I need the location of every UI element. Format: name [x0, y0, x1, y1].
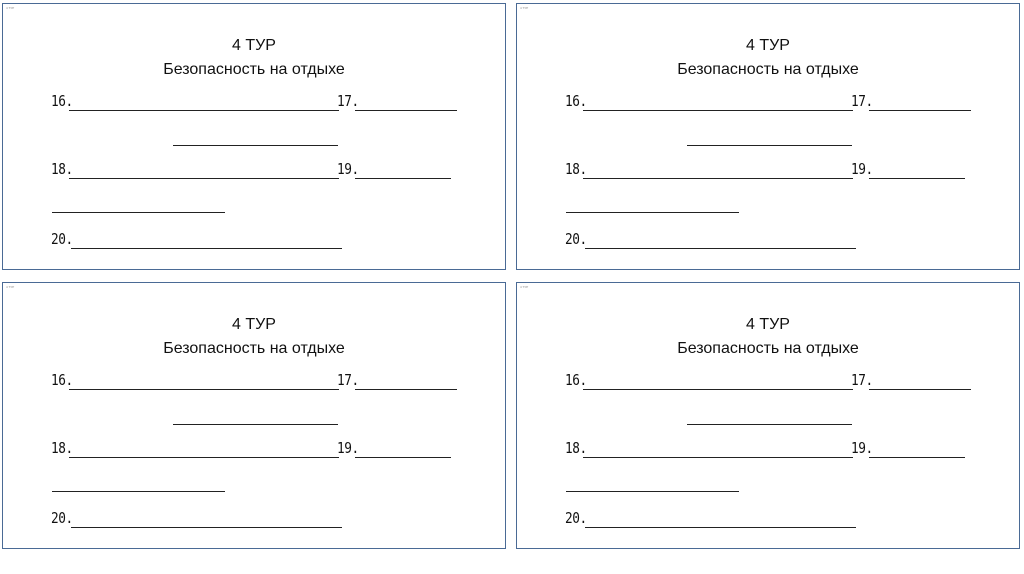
- answer-line-16[interactable]: [69, 110, 339, 111]
- answer-line-19[interactable]: [869, 457, 965, 458]
- answer-number-16: 16.: [51, 371, 73, 389]
- answer-line-16[interactable]: [583, 389, 853, 390]
- answer-line-20[interactable]: [585, 527, 856, 528]
- answer-line-19[interactable]: [355, 178, 451, 179]
- answer-line-18[interactable]: [69, 178, 339, 179]
- answer-line-20[interactable]: [71, 248, 342, 249]
- card-corner-label: 4 ТУР: [520, 285, 529, 289]
- answer-number-20: 20.: [565, 509, 587, 527]
- answer-line-17-continued[interactable]: [687, 424, 852, 425]
- answer-line-17-continued[interactable]: [173, 145, 338, 146]
- answer-line-20[interactable]: [71, 527, 342, 528]
- card-corner-label: 4 ТУР: [6, 6, 15, 10]
- round-title: 4 ТУР: [746, 37, 790, 54]
- answer-line-19-continued[interactable]: [566, 491, 739, 492]
- answer-number-17: 17.: [337, 92, 359, 110]
- answer-number-16: 16.: [565, 371, 587, 389]
- topic-subtitle: Безопасность на отдыхе: [677, 61, 859, 78]
- answer-line-19[interactable]: [869, 178, 965, 179]
- answer-line-19-continued[interactable]: [52, 212, 225, 213]
- answer-number-19: 19.: [337, 160, 359, 178]
- answer-number-16: 16.: [51, 92, 73, 110]
- topic-subtitle: Безопасность на отдыхе: [163, 340, 345, 357]
- answer-line-19[interactable]: [355, 457, 451, 458]
- answer-line-16[interactable]: [583, 110, 853, 111]
- answer-number-20: 20.: [565, 230, 587, 248]
- answer-number-17: 17.: [851, 92, 873, 110]
- answer-line-20[interactable]: [585, 248, 856, 249]
- answer-number-19: 19.: [851, 439, 873, 457]
- answer-number-20: 20.: [51, 509, 73, 527]
- round-title: 4 ТУР: [232, 37, 276, 54]
- answer-line-16[interactable]: [69, 389, 339, 390]
- topic-subtitle: Безопасность на отдыхе: [677, 340, 859, 357]
- answer-number-20: 20.: [51, 230, 73, 248]
- answer-number-17: 17.: [851, 371, 873, 389]
- answer-number-18: 18.: [51, 439, 73, 457]
- answer-card-2: [516, 3, 1020, 270]
- answer-card-1: [2, 3, 506, 270]
- answer-line-17[interactable]: [355, 110, 457, 111]
- answer-line-18[interactable]: [583, 178, 853, 179]
- answer-number-18: 18.: [51, 160, 73, 178]
- round-title: 4 ТУР: [232, 316, 276, 333]
- answer-line-18[interactable]: [583, 457, 853, 458]
- answer-line-19-continued[interactable]: [52, 491, 225, 492]
- answer-number-19: 19.: [337, 439, 359, 457]
- answer-line-17[interactable]: [869, 389, 971, 390]
- answer-line-17[interactable]: [355, 389, 457, 390]
- answer-line-17-continued[interactable]: [687, 145, 852, 146]
- answer-line-17[interactable]: [869, 110, 971, 111]
- answer-line-18[interactable]: [69, 457, 339, 458]
- answer-number-19: 19.: [851, 160, 873, 178]
- answer-line-19-continued[interactable]: [566, 212, 739, 213]
- card-corner-label: 4 ТУР: [520, 6, 529, 10]
- round-title: 4 ТУР: [746, 316, 790, 333]
- answer-number-17: 17.: [337, 371, 359, 389]
- answer-number-18: 18.: [565, 160, 587, 178]
- card-corner-label: 4 ТУР: [6, 285, 15, 289]
- topic-subtitle: Безопасность на отдыхе: [163, 61, 345, 78]
- answer-card-4: [516, 282, 1020, 549]
- answer-number-16: 16.: [565, 92, 587, 110]
- answer-line-17-continued[interactable]: [173, 424, 338, 425]
- answer-card-3: [2, 282, 506, 549]
- answer-number-18: 18.: [565, 439, 587, 457]
